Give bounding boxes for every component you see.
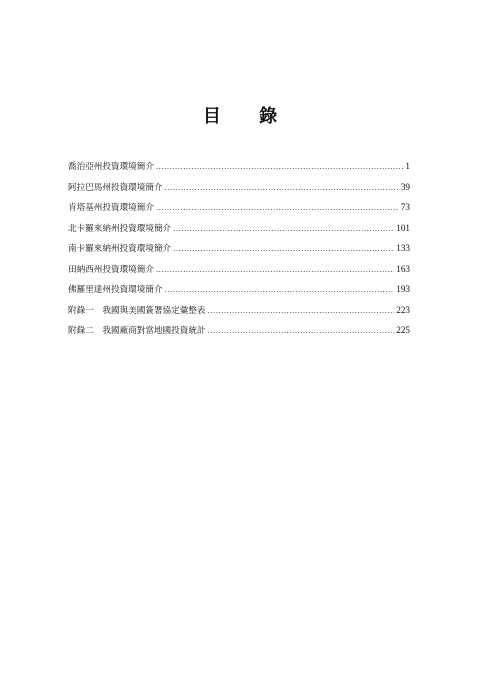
dot-leader (173, 239, 394, 260)
toc-entry-label: 喬治亞州投資環境簡介 (68, 162, 154, 172)
toc-entry (68, 197, 410, 218)
dot-leader (208, 321, 395, 342)
toc-entry-page: 1 (405, 161, 410, 171)
dot-leader (156, 198, 399, 219)
page-title: 目 錄 (202, 106, 294, 127)
dot-leader (156, 260, 394, 281)
toc-entry (68, 238, 410, 259)
toc-entry-page: 133 (396, 243, 410, 253)
toc-entry-label: 北卡羅來納州投資環境簡介 (68, 223, 172, 234)
dot-leader (165, 280, 395, 301)
toc-entry (68, 156, 410, 177)
toc-entry-page: 223 (396, 304, 410, 315)
toc-entry-label: 阿拉巴馬州投資環境簡介 (68, 182, 163, 193)
dot-leader (165, 178, 399, 199)
toc-entry (68, 279, 410, 300)
toc-entry (68, 259, 410, 280)
dot-leader (173, 219, 394, 240)
toc-entry-label: 南卡羅來納州投資環境簡介 (68, 244, 172, 254)
toc-entry-page: 163 (396, 263, 410, 274)
toc-entry (68, 300, 410, 321)
toc-entry-label: 附錄一 我國與美國簽署協定彙整表 (68, 305, 206, 316)
toc-entry (68, 218, 410, 239)
toc-entry-label: 附錄二 我國廠商對當地國投資統計 (68, 326, 206, 336)
toc-entry-label: 肯塔基州投資環境簡介 (68, 203, 154, 213)
toc-entry-page: 39 (400, 181, 410, 192)
toc-entry-page: 101 (396, 222, 410, 233)
dot-leader (156, 157, 403, 178)
toc-entry-label: 田納西州投資環境簡介 (68, 264, 154, 275)
toc-entry-page: 193 (396, 284, 410, 294)
toc-entry-label: 佛羅里達州投資環境簡介 (68, 285, 163, 295)
toc-entry (68, 320, 410, 341)
toc-entry-page: 225 (396, 325, 410, 335)
table-of-contents (68, 156, 410, 341)
toc-entry (68, 177, 410, 198)
dot-leader (208, 301, 395, 322)
toc-entry-page: 73 (400, 202, 410, 212)
